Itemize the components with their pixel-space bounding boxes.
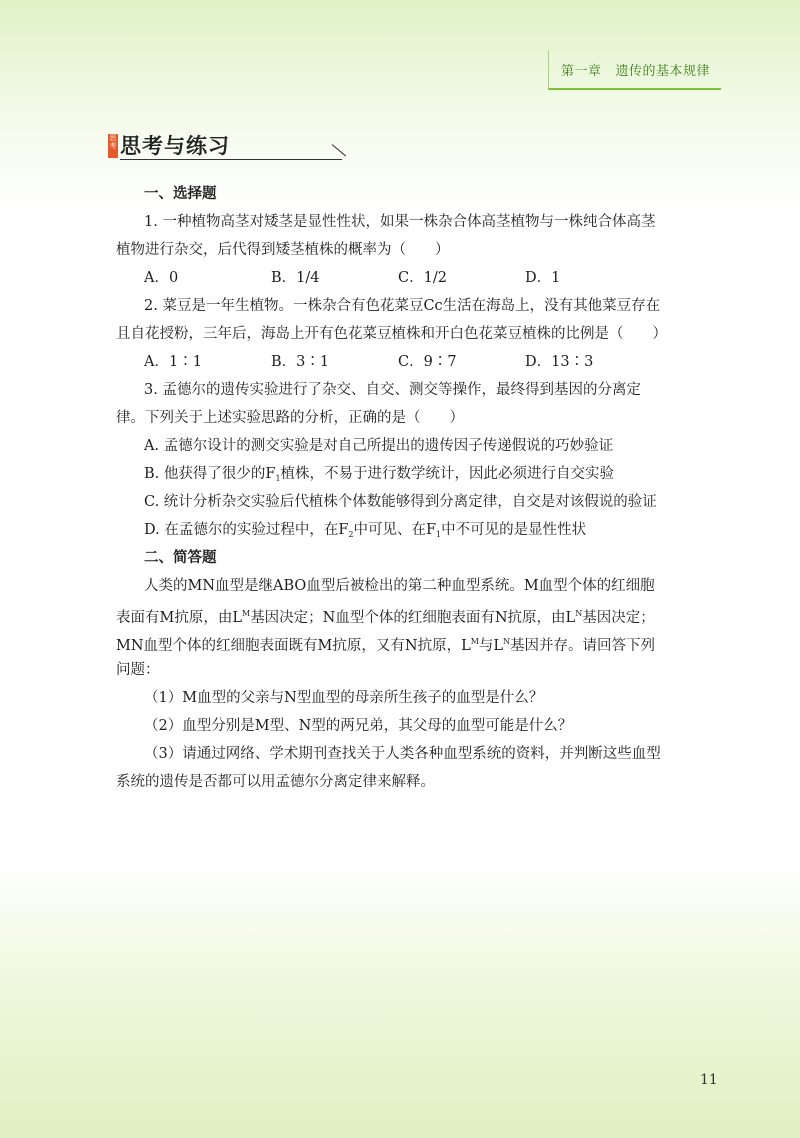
q2-options [116,348,714,376]
p2-question-1: （1）M血型的父亲与N型血型的母亲所生孩子的血型是什么？ [144,690,544,706]
q3-option-a: A. 孟德尔设计的测交实验是对自己所提出的遗传因子传递假说的巧妙验证 [144,438,614,454]
q1-option-a: A．0 [144,270,179,286]
q2-line1: 2. 菜豆是一年生植物。一株杂合有色花菜豆Cc生活在海岛上，没有其他菜豆存在 [144,298,661,314]
q1-option-d: D．1 [525,270,561,286]
q1-option-b: B．1/4 [271,270,320,286]
q3-option-d: D. 在孟德尔的实验过程中，在$F_2$中可见、在$F_1$中不可见的是显性性状 [144,522,587,539]
section-heading [108,130,244,162]
chapter-header-text [561,60,710,79]
think-icon: 思考 [108,134,118,158]
q1-option-c: C．1/2 [398,270,447,286]
q2-option-a: A．1∶1 [144,354,202,370]
p2-line4: 问题： [116,662,160,678]
p2-line3: MN血型个体的红细胞表面既有M抗原，又有N抗原，$L^M$与$L^N$基因并存。请回答下列 [116,637,656,654]
q1-options [116,264,714,292]
q3-line2: 律。下列关于上述实验思路的分析，正确的是（ ） [116,410,464,426]
page-number: 11 [700,1072,718,1088]
p2-question-2: （2）血型分别是M型、N型的两兄弟，其父母的血型可能是什么？ [144,718,573,734]
p2-question-3-line1: （3）请通过网络、学术期刊查找关于人类各种血型系统的资料，并判断这些血型 [144,746,661,762]
part2-heading: 二、简答题 [144,550,217,566]
chapter-label: 第一章 [561,64,602,79]
p2-line2: 表面有M抗原，由$L^M$基因决定；N血型个体的红细胞表面有N抗原，由$L^N$基因决定； [116,609,655,626]
q3-line1: 3. 孟德尔的遗传实验进行了杂交、自交、测交等操作，最终得到基因的分离定 [144,382,641,398]
section-title: 思考与练习 [120,134,230,158]
exercise-content [116,180,714,796]
chapter-title: 遗传的基本规律 [615,64,711,79]
q1-line2: 植物进行杂交，后代得到矮茎植株的概率为（ ） [116,242,450,258]
p2-question-3-line2: 系统的遗传是否都可以用孟德尔分离定律来解释。 [116,774,435,790]
q3-option-b: B. 他获得了很少的$F_1$植株，不易于进行数学统计，因此必须进行自交实验 [144,466,615,483]
q2-line2: 且自花授粉，三年后，海岛上开有色花菜豆植株和开白色花菜豆植株的比例是（ ） [116,326,667,342]
q2-option-d: D．13∶3 [525,354,594,370]
section-underline [120,159,342,160]
chapter-header [548,50,721,90]
part1-heading: 一、选择题 [144,186,217,202]
section-underline-tail [332,144,346,156]
q2-option-b: B．3∶1 [271,354,330,370]
q3-option-c: C. 统计分析杂交实验后代植株个体数能够得到分离定律，自交是对该假说的验证 [144,494,657,510]
q2-option-c: C．9∶7 [398,354,457,370]
q1-line1: 1. 一种植物高茎对矮茎是显性性状，如果一株杂合体高茎植物与一株纯合体高茎 [144,214,656,230]
p2-line1: 人类的MN血型是继ABO血型后被检出的第二种血型系统。M血型个体的红细胞 [144,578,655,594]
